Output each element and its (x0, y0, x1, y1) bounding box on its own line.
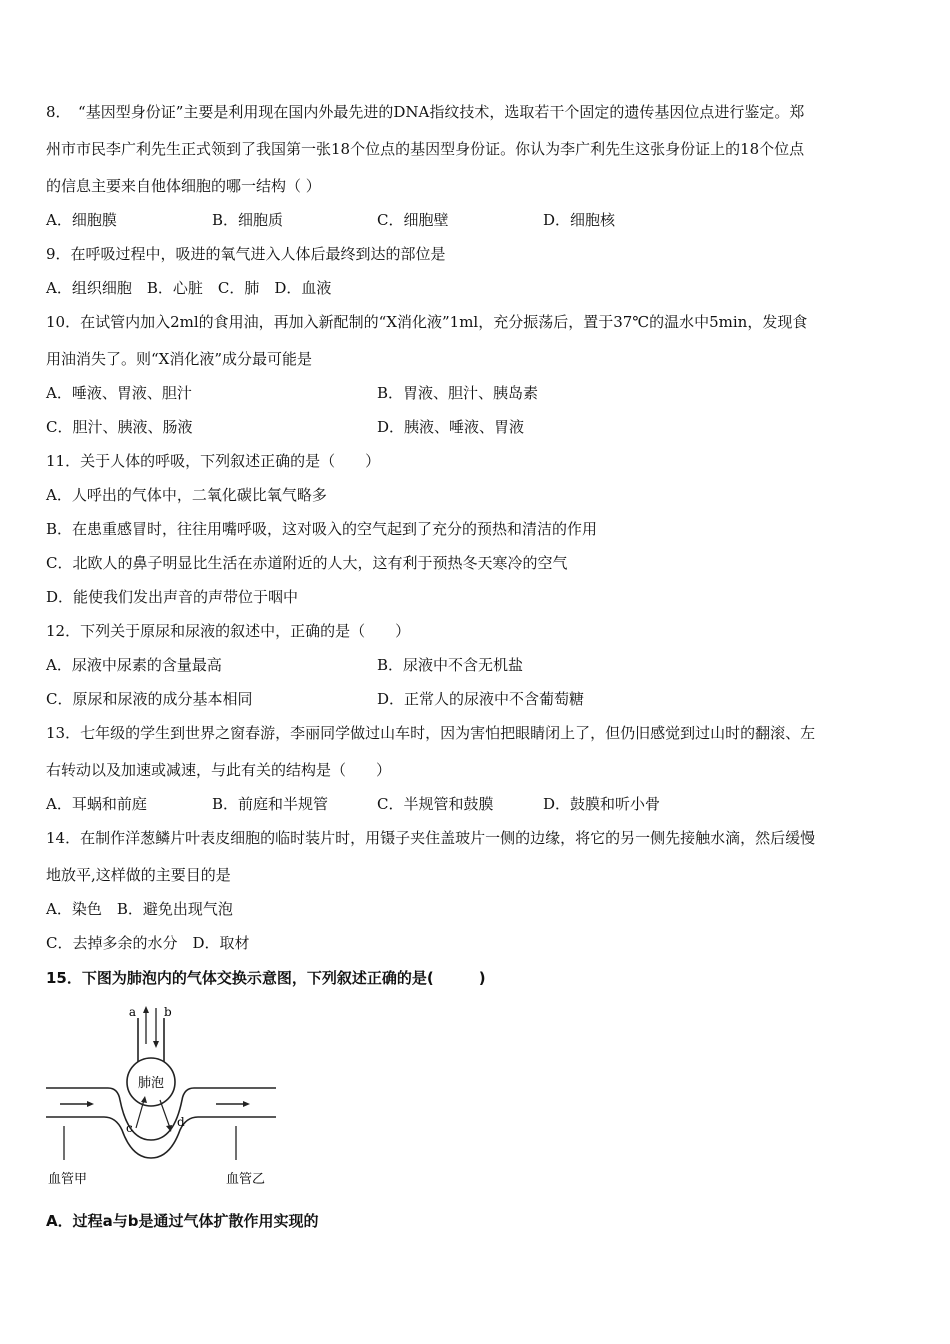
flow-arrow-left-head (87, 1101, 94, 1107)
q13-line2: 右转动以及加速或减速，与此有关的结构是（ ） (46, 761, 392, 779)
label-vessel-2: 血管乙 (226, 1172, 266, 1187)
q11-stem: 11．关于人体的呼吸，下列叙述正确的是（ ） (46, 452, 381, 470)
label-a: a (128, 1005, 136, 1019)
q12-option-d[interactable]: D．正常人的尿液中不含葡萄糖 (377, 690, 585, 708)
q15-option-a[interactable]: A．过程a与b是通过气体扩散作用实现的 (46, 1212, 319, 1230)
q12-option-a[interactable]: A．尿液中尿素的含量最高 (46, 656, 222, 674)
q13-option-d[interactable]: D．鼓膜和听小骨 (543, 795, 661, 813)
arrow-b-head (153, 1041, 159, 1048)
alveolus-label: 肺泡 (137, 1076, 165, 1091)
q10-line1: 10．在试管内加入2ml的食用油，再加入新配制的“X消化液”1ml，充分振荡后，置于37℃的温水中5min，发现食 (46, 313, 808, 331)
alveolus-gas-exchange-diagram (40, 1000, 280, 1195)
q10-option-b[interactable]: B．胃液、胆汁、胰岛素 (377, 384, 539, 402)
q11-option-a[interactable]: A．人呼出的气体中，二氧化碳比氧气略多 (46, 486, 327, 504)
q12-option-b[interactable]: B．尿液中不含无机盐 (377, 656, 524, 674)
q10-option-c[interactable]: C．胆汁、胰液、肠液 (46, 418, 193, 436)
q12-stem: 12．下列关于原尿和尿液的叙述中，正确的是（ ） (46, 622, 411, 640)
q8-option-d[interactable]: D．细胞核 (543, 211, 616, 229)
label-d: d (177, 1115, 185, 1129)
q14-options-row2[interactable]: C．去掉多余的水分 D．取材 (46, 934, 250, 952)
q11-option-c[interactable]: C．北欧人的鼻子明显比生活在赤道附近的人大，这有利于预热冬天寒冷的空气 (46, 554, 568, 572)
q13-option-c[interactable]: C．半规管和鼓膜 (377, 795, 494, 813)
q8-line1: 8． “基因型身份证”主要是利用现在国内外最先进的DNA指纹技术，选取若干个固定的遗传基因位点进行鉴定。郑 (46, 103, 805, 121)
q8-line2: 州市市民李广利先生正式领到了我国第一张18个位点的基因型身份证。你认为李广利先生这张身份证上的18个位点 (46, 140, 805, 158)
q13-option-b[interactable]: B．前庭和半规管 (212, 795, 329, 813)
q10-option-a[interactable]: A．唾液、胃液、胆汁 (46, 384, 192, 402)
q10-line2: 用油消失了。则“X消化液”成分最可能是 (46, 350, 313, 368)
q14-line1: 14．在制作洋葱鳞片叶表皮细胞的临时装片时，用镊子夹住盖玻片一侧的边缘，将它的另一侧先接触水滴，然后缓慢 (46, 829, 816, 847)
q14-line2: 地放平,这样做的主要目的是 (46, 866, 231, 884)
arrow-a-head (143, 1006, 149, 1013)
flow-arrow-right-head (243, 1101, 250, 1107)
q11-option-d[interactable]: D．能使我们发出声音的声带位于咽中 (46, 588, 299, 606)
q13-option-a[interactable]: A．耳蜗和前庭 (46, 795, 147, 813)
q8-option-b[interactable]: B．细胞质 (212, 211, 284, 229)
q14-options-row1[interactable]: A．染色 B．避免出现气泡 (46, 900, 233, 918)
q10-option-d[interactable]: D．胰液、唾液、胃液 (377, 418, 525, 436)
q8-option-c[interactable]: C．细胞壁 (377, 211, 449, 229)
q11-option-b[interactable]: B．在患重感冒时，往往用嘴呼吸，这对吸入的空气起到了充分的预热和清洁的作用 (46, 520, 598, 538)
q12-option-c[interactable]: C．原尿和尿液的成分基本相同 (46, 690, 253, 708)
label-vessel-1: 血管甲 (48, 1172, 88, 1187)
q9-stem: 9．在呼吸过程中，吸进的氧气进入人体后最终到达的部位是 (46, 245, 446, 263)
q8-line3: 的信息主要来自他体细胞的哪一结构（ ） (46, 177, 321, 195)
q15-stem: 15．下图为肺泡内的气体交换示意图，下列叙述正确的是( ) (46, 969, 486, 987)
label-c: c (126, 1121, 133, 1135)
label-b: b (164, 1005, 172, 1019)
q13-line1: 13．七年级的学生到世界之窗春游，李丽同学做过山车时，因为害怕把眼睛闭上了，但仍旧感觉到过山时的翻滚、左 (46, 724, 816, 742)
q9-options[interactable]: A．组织细胞 B．心脏 C．肺 D．血液 (46, 279, 332, 297)
arrow-d (160, 1100, 170, 1128)
q8-option-a[interactable]: A．细胞膜 (46, 211, 117, 229)
